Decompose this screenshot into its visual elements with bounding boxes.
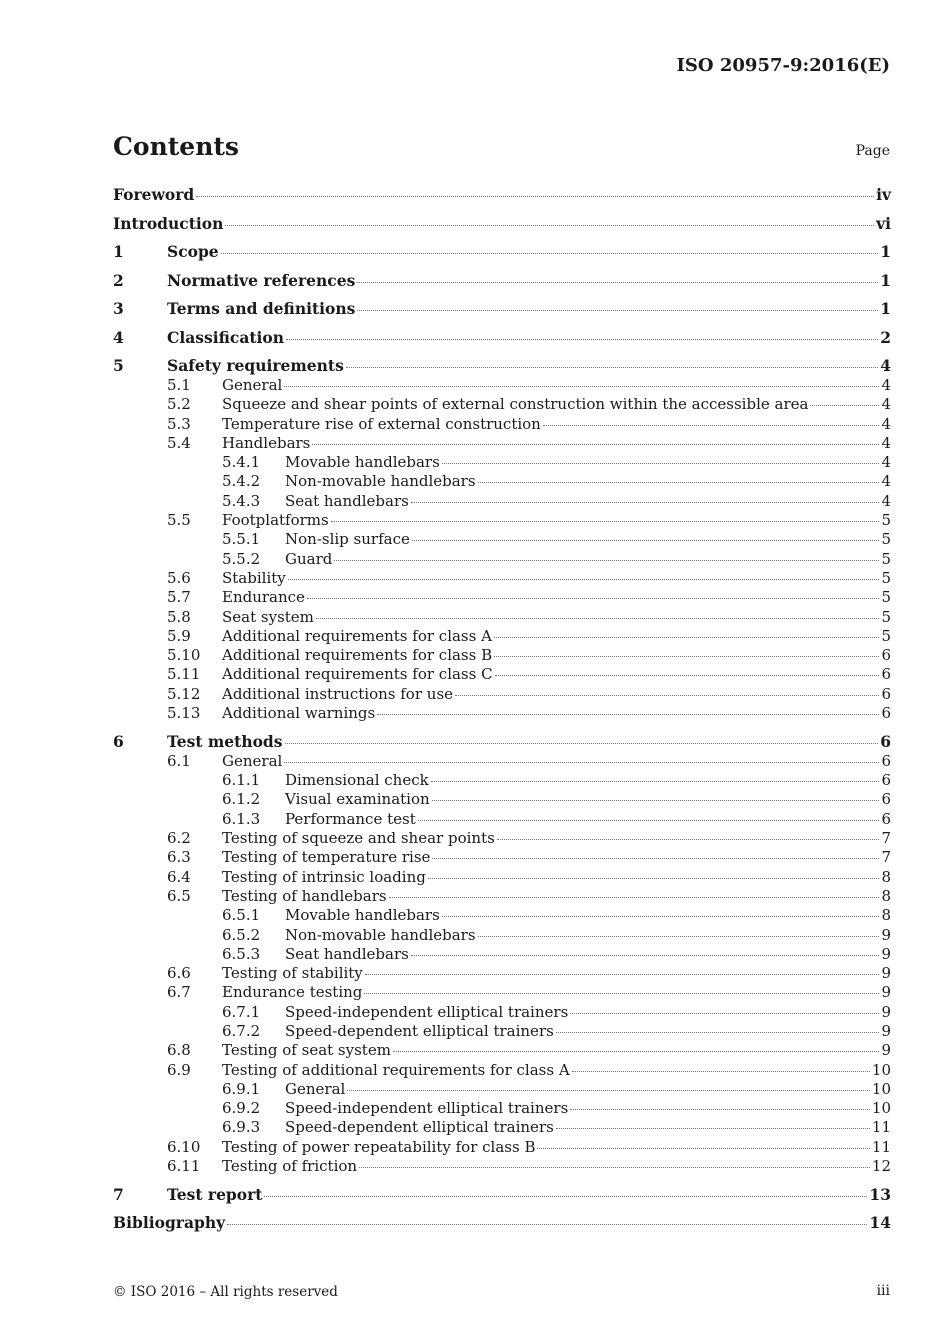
toc-entry-title: Seat handlebars (285, 491, 409, 510)
toc-entry-page: 5 (881, 626, 891, 645)
toc-dot-leader (285, 743, 879, 744)
toc-entry-page: 10 (871, 1060, 891, 1079)
toc-entry[interactable] (113, 790, 891, 809)
toc-entry-number: 5.4.3 (222, 491, 261, 510)
toc-entry-title: Testing of squeeze and shear points (222, 829, 495, 848)
toc-entry-title: Speed-dependent elliptical trainers (285, 1022, 554, 1040)
toc-entry-page: 5 (881, 607, 891, 626)
toc-entry-page: 9 (881, 983, 891, 1002)
toc-entry-title: Testing of temperature rise (222, 848, 431, 867)
toc-entry[interactable] (113, 356, 891, 376)
toc-dot-leader (543, 425, 880, 426)
toc-entry-number: 5 (113, 356, 124, 375)
toc-entry-number: 6 (113, 731, 124, 751)
toc-entry-title: Additional requirements for class B (222, 646, 493, 665)
toc-entry-title: Non-movable handlebars (285, 925, 476, 944)
toc-entry-number: 5.11 (167, 665, 201, 684)
toc-entry-number: 6.1.1 (222, 771, 261, 790)
toc-entry-page: 5 (881, 530, 891, 549)
toc-entry-number: 6.9 (167, 1060, 191, 1079)
toc-entry-title: Movable handlebars (285, 453, 440, 472)
toc-dot-leader (455, 695, 879, 696)
toc-entry-title: Stability (222, 568, 286, 587)
toc-dot-leader (494, 656, 879, 657)
toc-entry-page: 10 (871, 1099, 891, 1118)
toc-entry-title: Additional requirements for class A (222, 626, 492, 645)
toc-entry-page: 9 (881, 925, 891, 944)
toc-entry-title: Testing of friction (222, 1157, 358, 1176)
toc-entry[interactable] (113, 1080, 891, 1099)
toc-entry-page: 8 (881, 906, 891, 925)
toc-entry-number: 5.4.2 (222, 472, 261, 491)
toc-dot-leader (377, 714, 879, 715)
toc-dot-leader (442, 463, 880, 464)
toc-entry[interactable] (113, 646, 891, 665)
toc-entry[interactable] (113, 530, 891, 549)
toc-entry-number: 5.4 (167, 433, 191, 452)
toc-dot-leader (432, 800, 880, 801)
toc-dot-leader (334, 560, 879, 561)
toc-dot-leader (389, 897, 880, 898)
document-id: ISO 20957-9:2016(E) (676, 55, 890, 76)
toc-dot-leader (227, 1224, 867, 1225)
toc-entry-number: 5.10 (167, 646, 201, 665)
toc-entry-number: 5.1 (167, 376, 191, 394)
toc-entry[interactable] (113, 752, 891, 771)
toc-entry-number: 5.5.2 (222, 549, 261, 568)
toc-dot-leader (572, 1071, 870, 1072)
toc-entry-title: Safety requirements (167, 356, 344, 375)
toc-entry[interactable] (113, 964, 891, 983)
toc-dot-leader (428, 878, 880, 879)
toc-dot-leader (478, 482, 880, 483)
toc-entry-title: Guard (285, 549, 333, 568)
toc-entry-number: 6.2 (167, 829, 191, 848)
toc-entry-number: 6.10 (167, 1137, 201, 1156)
toc-dot-leader (307, 598, 880, 599)
toc-entry[interactable] (113, 983, 891, 1002)
toc-dot-leader (225, 225, 874, 226)
toc-entry-number: 6.7 (167, 983, 191, 1002)
toc-entry-page: 11 (871, 1118, 891, 1137)
toc-entry-page: 5 (881, 588, 891, 607)
toc-dot-leader (497, 839, 880, 840)
toc-entry[interactable] (113, 704, 891, 723)
toc-entry-page: 7 (881, 829, 891, 848)
toc-entry-title: Additional warnings (222, 704, 376, 723)
toc-entry-number: 6.5 (167, 886, 191, 905)
toc-entry-number: 5.6 (167, 568, 191, 587)
toc-entry-number: 5.13 (167, 704, 201, 723)
toc-entry-number: 6.9.1 (222, 1079, 261, 1098)
toc-entry[interactable] (113, 1003, 891, 1022)
toc-entry-title: Non-slip surface (285, 530, 410, 549)
toc-entry-page: 10 (871, 1079, 891, 1098)
toc-dot-leader (495, 675, 880, 676)
toc-entry-title: Testing of handlebars (222, 886, 387, 905)
toc-entry[interactable] (113, 242, 891, 262)
toc-entry-number: 5.9 (167, 626, 191, 645)
toc-entry[interactable] (113, 1022, 891, 1041)
toc-dot-leader (570, 1109, 870, 1110)
toc-entry-title: Introduction (113, 213, 224, 233)
toc-entry-number: 6.7.2 (222, 1022, 261, 1040)
toc-entry-title: Handlebars (222, 433, 311, 452)
toc-dot-leader (556, 1128, 870, 1129)
toc-entry-number: 7 (113, 1184, 124, 1204)
toc-entry-page: 1 (880, 242, 891, 261)
toc-entry-page: vi (876, 213, 891, 233)
toc-entry-number: 5.2 (167, 395, 191, 414)
toc-entry-title: General (222, 376, 283, 394)
toc-entry-page: 6 (881, 646, 891, 665)
toc-entry-page: 6 (881, 771, 891, 790)
toc-dot-leader (221, 253, 879, 254)
toc-dot-leader (412, 540, 880, 541)
toc-entry-page: 9 (881, 1002, 891, 1021)
toc-entry-title: Additional instructions for use (222, 684, 454, 703)
toc-entry-title: General (222, 751, 283, 770)
toc-entry-title: General (285, 1079, 346, 1098)
toc-entry-number: 6.9.3 (222, 1118, 261, 1137)
toc-entry-page: 13 (869, 1184, 891, 1204)
toc-entry-page: 12 (871, 1157, 891, 1176)
toc-entry-number: 5.5.1 (222, 530, 261, 549)
toc-entry-title: Seat system (222, 607, 314, 626)
toc-entry-number: 5.8 (167, 607, 191, 626)
toc-entry-number: 5.7 (167, 588, 191, 607)
toc-entry-title: Endurance testing (222, 983, 363, 1002)
toc-dot-leader (393, 1051, 880, 1052)
toc-entry-number: 3 (113, 299, 124, 318)
toc-entry[interactable] (113, 608, 891, 627)
toc-entry-page: 6 (881, 684, 891, 703)
toc-dot-leader (346, 367, 878, 368)
toc-entry-title: Speed-independent elliptical trainers (285, 1099, 569, 1118)
toc-entry[interactable] (113, 1157, 891, 1176)
toc-entry-number: 6.1.3 (222, 809, 261, 828)
toc-entry[interactable] (113, 185, 891, 205)
toc-entry[interactable] (113, 214, 891, 234)
toc-entry-title: Movable handlebars (285, 906, 440, 925)
toc-entry-title: Visual examination (285, 790, 430, 809)
toc-entry-page: 5 (881, 568, 891, 587)
toc-entry-title: Test report (167, 1184, 263, 1204)
toc-entry-number: 6.5.2 (222, 925, 261, 944)
toc-entry[interactable] (113, 1099, 891, 1118)
toc-entry-page: 4 (881, 376, 891, 394)
toc-dot-leader (442, 916, 880, 917)
toc-entry-page: 1 (880, 299, 891, 318)
toc-entry-number: 6.11 (167, 1157, 201, 1176)
toc-dot-leader (196, 196, 874, 197)
toc-dot-leader (286, 339, 878, 340)
toc-entry-title: Dimensional check (285, 771, 429, 790)
toc-entry-page: 6 (881, 751, 891, 770)
toc-entry[interactable] (113, 1185, 891, 1205)
toc-dot-leader (570, 1013, 879, 1014)
toc-dot-leader (316, 618, 880, 619)
toc-entry-title: Additional requirements for class C (222, 665, 493, 684)
toc-dot-leader (312, 444, 879, 445)
toc-entry-page: 4 (881, 395, 891, 414)
toc-entry[interactable] (113, 1213, 891, 1233)
toc-entry[interactable] (113, 328, 891, 348)
toc-entry-page: 8 (881, 867, 891, 886)
toc-entry[interactable] (113, 906, 891, 925)
footer-copyright: © ISO 2016 – All rights reserved (113, 1284, 338, 1300)
toc-entry-page: 9 (881, 944, 891, 963)
toc-entry-number: 6.1.2 (222, 790, 261, 809)
toc-entry[interactable] (113, 848, 891, 867)
toc-entry-title: Seat handlebars (285, 944, 409, 963)
toc-entry-number: 6.1 (167, 751, 191, 770)
toc-entry[interactable] (113, 868, 891, 887)
toc-entry[interactable] (113, 1118, 891, 1137)
toc-entry-page: 9 (881, 964, 891, 983)
toc-dot-leader (284, 386, 879, 387)
footer-page-number: iii (876, 1283, 890, 1299)
toc-entry-page: 4 (880, 356, 891, 375)
toc-entry-number: 5.3 (167, 414, 191, 433)
toc-entry-number: 6.6 (167, 964, 191, 983)
toc-entry-title: Bibliography (113, 1213, 226, 1233)
toc-entry-number: 6.9.2 (222, 1099, 261, 1118)
toc-entry[interactable] (113, 550, 891, 569)
toc-entry-number: 6.4 (167, 867, 191, 886)
toc-entry-page: 4 (881, 453, 891, 472)
toc-dot-leader (411, 955, 880, 956)
toc-dot-leader (431, 781, 880, 782)
toc-entry[interactable] (113, 376, 891, 395)
toc-dot-leader (284, 762, 879, 763)
toc-entry[interactable] (113, 887, 891, 906)
contents-title: Contents (113, 132, 240, 161)
toc-dot-leader (264, 1196, 867, 1197)
toc-entry[interactable] (113, 945, 891, 964)
toc-entry-page: 6 (880, 731, 891, 751)
toc-entry-page: 9 (881, 1041, 891, 1060)
toc-entry[interactable] (113, 511, 891, 530)
toc-entry-page: 6 (881, 704, 891, 723)
toc-entry-page: 4 (881, 472, 891, 491)
toc-entry-title: Terms and definitions (167, 299, 356, 318)
toc-entry-page: 8 (881, 886, 891, 905)
toc-entry-number: 6.8 (167, 1041, 191, 1060)
toc-entry-number: 5.5 (167, 511, 191, 530)
toc-entry[interactable] (113, 453, 891, 472)
toc-entry-page: 14 (869, 1213, 891, 1233)
toc-entry-page: iv (876, 185, 891, 204)
toc-entry[interactable] (113, 627, 891, 646)
toc-entry[interactable] (113, 665, 891, 684)
toc-entry-page: 5 (881, 549, 891, 568)
toc-entry-title: Classification (167, 327, 285, 347)
toc-entry-title: Testing of stability (222, 964, 363, 983)
toc-entry-title: Testing of additional requirements for class A (222, 1060, 570, 1079)
toc-entry[interactable] (113, 434, 891, 453)
toc-entry[interactable] (113, 1138, 891, 1157)
toc-entry-page: 4 (881, 414, 891, 433)
toc-entry[interactable] (113, 492, 891, 511)
toc-dot-leader (478, 936, 880, 937)
toc-dot-leader (810, 405, 879, 406)
toc-dot-leader (357, 282, 878, 283)
toc-entry-title: Foreword (113, 185, 195, 204)
toc-entry-number: 6.5.3 (222, 944, 261, 963)
toc-entry-title: Test methods (167, 731, 283, 751)
toc-dot-leader (359, 1167, 870, 1168)
toc-entry[interactable] (113, 588, 891, 607)
toc-entry-title: Testing of intrinsic loading (222, 867, 426, 886)
toc-entry-page: 7 (881, 848, 891, 867)
toc-dot-leader (418, 820, 880, 821)
toc-entry[interactable] (113, 271, 891, 291)
toc-dot-leader (537, 1148, 869, 1149)
toc-entry-title: Performance test (285, 809, 416, 828)
toc-dot-leader (365, 974, 880, 975)
toc-entry[interactable] (113, 926, 891, 945)
toc-entry[interactable] (113, 1061, 891, 1080)
toc-entry[interactable] (113, 415, 891, 434)
toc-entry-number: 2 (113, 270, 124, 290)
toc-entry-number: 6.7.1 (222, 1002, 261, 1021)
toc-entry-title: Scope (167, 242, 219, 261)
toc-entry[interactable] (113, 395, 891, 414)
toc-entry-number: 5.4.1 (222, 453, 261, 472)
toc-dot-leader (432, 858, 879, 859)
toc-entry[interactable] (113, 732, 891, 752)
toc-entry-title: Normative references (167, 270, 356, 290)
toc-entry-title: Testing of seat system (222, 1041, 391, 1060)
toc-entry-page: 4 (881, 491, 891, 510)
toc-entry-page: 5 (881, 511, 891, 530)
toc-entry-number: 1 (113, 242, 124, 261)
toc-entry-title: Speed-dependent elliptical trainers (285, 1118, 554, 1137)
toc-entry-page: 6 (881, 665, 891, 684)
toc-entry-number: 6.3 (167, 848, 191, 867)
toc-entry-title: Footplatforms (222, 511, 329, 530)
table-of-contents (113, 185, 891, 1233)
toc-entry-title: Testing of power repeatability for class B (222, 1137, 536, 1156)
toc-entry-title: Squeeze and shear points of external construction within the accessible area (222, 395, 809, 414)
toc-entry[interactable] (113, 1041, 891, 1060)
toc-entry[interactable] (113, 299, 891, 319)
toc-entry[interactable] (113, 569, 891, 588)
toc-entry-title: Temperature rise of external construction (222, 414, 541, 433)
toc-entry-number: 4 (113, 327, 124, 347)
toc-entry[interactable] (113, 472, 891, 491)
toc-entry-page: 6 (881, 790, 891, 809)
toc-entry[interactable] (113, 771, 891, 790)
toc-entry[interactable] (113, 810, 891, 829)
toc-entry-number: 6.5.1 (222, 906, 261, 925)
toc-entry-page: 11 (871, 1137, 891, 1156)
toc-entry[interactable] (113, 685, 891, 704)
toc-entry[interactable] (113, 829, 891, 848)
toc-dot-leader (357, 310, 878, 311)
page-column-label: Page (855, 143, 890, 159)
toc-entry-title: Endurance (222, 588, 305, 607)
toc-entry-title: Non-movable handlebars (285, 472, 476, 491)
toc-dot-leader (347, 1090, 870, 1091)
toc-dot-leader (411, 502, 880, 503)
toc-entry-page: 4 (881, 433, 891, 452)
toc-entry-page: 1 (880, 270, 891, 290)
toc-entry-title: Speed-independent elliptical trainers (285, 1002, 569, 1021)
toc-dot-leader (331, 521, 880, 522)
toc-dot-leader (556, 1032, 880, 1033)
toc-entry-page: 2 (880, 327, 891, 347)
toc-dot-leader (364, 993, 879, 994)
toc-dot-leader (494, 637, 880, 638)
toc-entry-page: 9 (881, 1022, 891, 1040)
toc-dot-leader (288, 579, 880, 580)
toc-entry-number: 5.12 (167, 684, 201, 703)
toc-entry-page: 6 (881, 809, 891, 828)
